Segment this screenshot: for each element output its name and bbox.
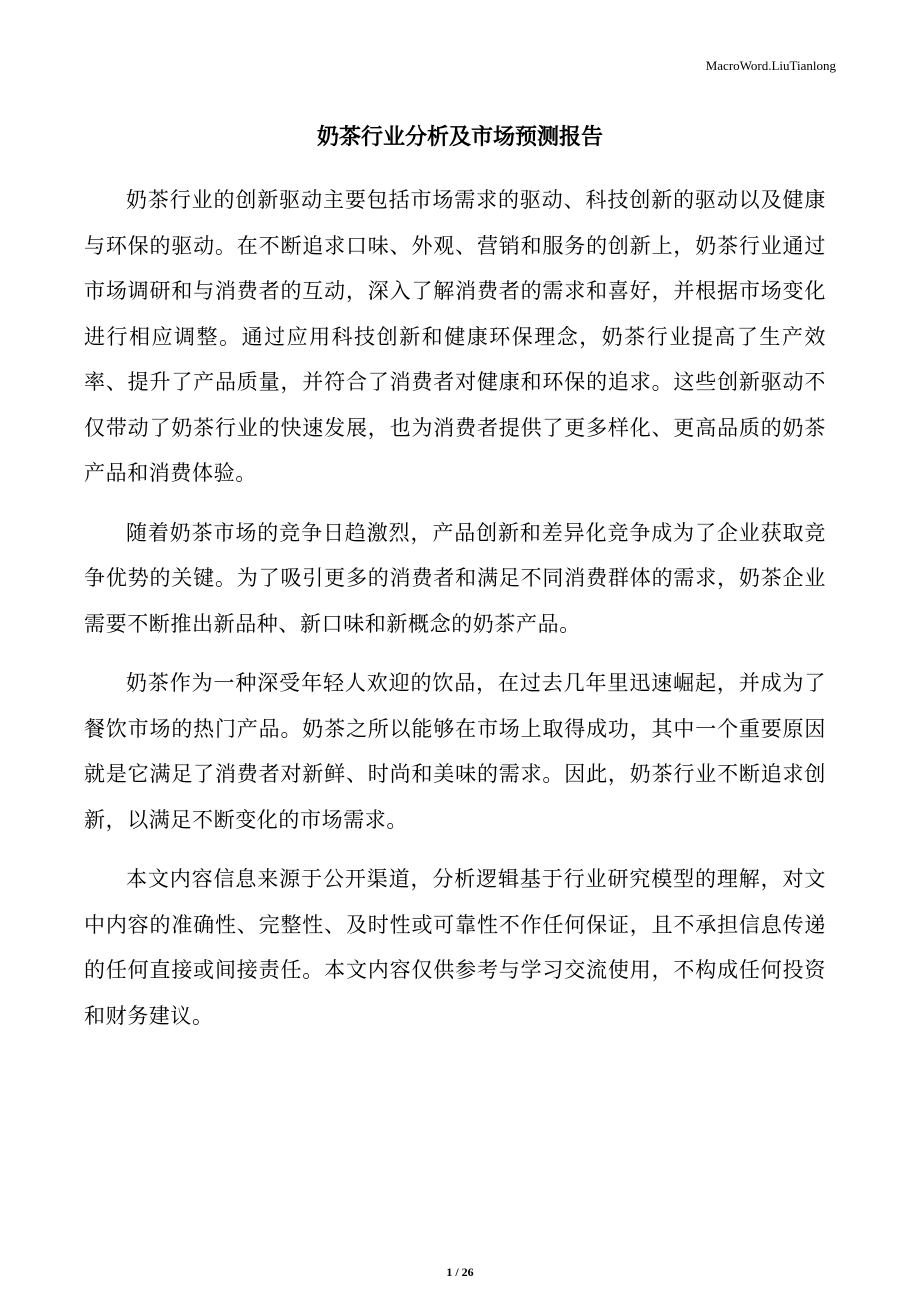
paragraph-innovation-drivers: 奶茶行业的创新驱动主要包括市场需求的驱动、科技创新的驱动以及健康与环保的驱动。在不断追求口味、外观、营销和服务的创新上，奶茶行业通过市场调研和与消费者的互动，深入了解消费者的需求和喜好，并根据市场变化进行相应调整。通过应用科技创新和健康环保理念，奶茶行业提高了生产效率、提升了产品质量，并符合了消费者对健康和环保的追求。这些创新驱动不仅带动了奶茶行业的快速发展，也为消费者提供了更多样化、更高品质的奶茶产品和消费体验。: [84, 188, 826, 485]
paragraph-disclaimer: 本文内容信息来源于公开渠道，分析逻辑基于行业研究模型的理解，对文中内容的准确性、完整性、及时性或可靠性不作任何保证，且不承担信息传递的任何直接或间接责任。本文内容仅供参考与学习交流使用，不构成任何投资和财务建议。: [84, 867, 826, 1028]
header-brand: MacroWord.LiuTianlong: [705, 58, 836, 73]
document-title: 奶茶行业分析及市场预测报告: [316, 125, 603, 150]
paragraph-market-rise: 奶茶作为一种深受年轻人欢迎的饮品，在过去几年里迅速崛起，并成为了餐饮市场的热门产品。奶茶之所以能够在市场上取得成功，其中一个重要原因就是它满足了消费者对新鲜、时尚和美味的需求。因此，奶茶行业不断追求创新，以满足不断变化的市场需求。: [84, 671, 826, 832]
document-body: [84, 178, 826, 1053]
paragraph-competition: 随着奶茶市场的竞争日趋激烈，产品创新和差异化竞争成为了企业获取竞争优势的关键。为了吸引更多的消费者和满足不同消费群体的需求，奶茶企业需要不断推出新品种、新口味和新概念的奶茶产品。: [84, 520, 826, 636]
page-number: 1 / 26: [446, 1265, 474, 1279]
